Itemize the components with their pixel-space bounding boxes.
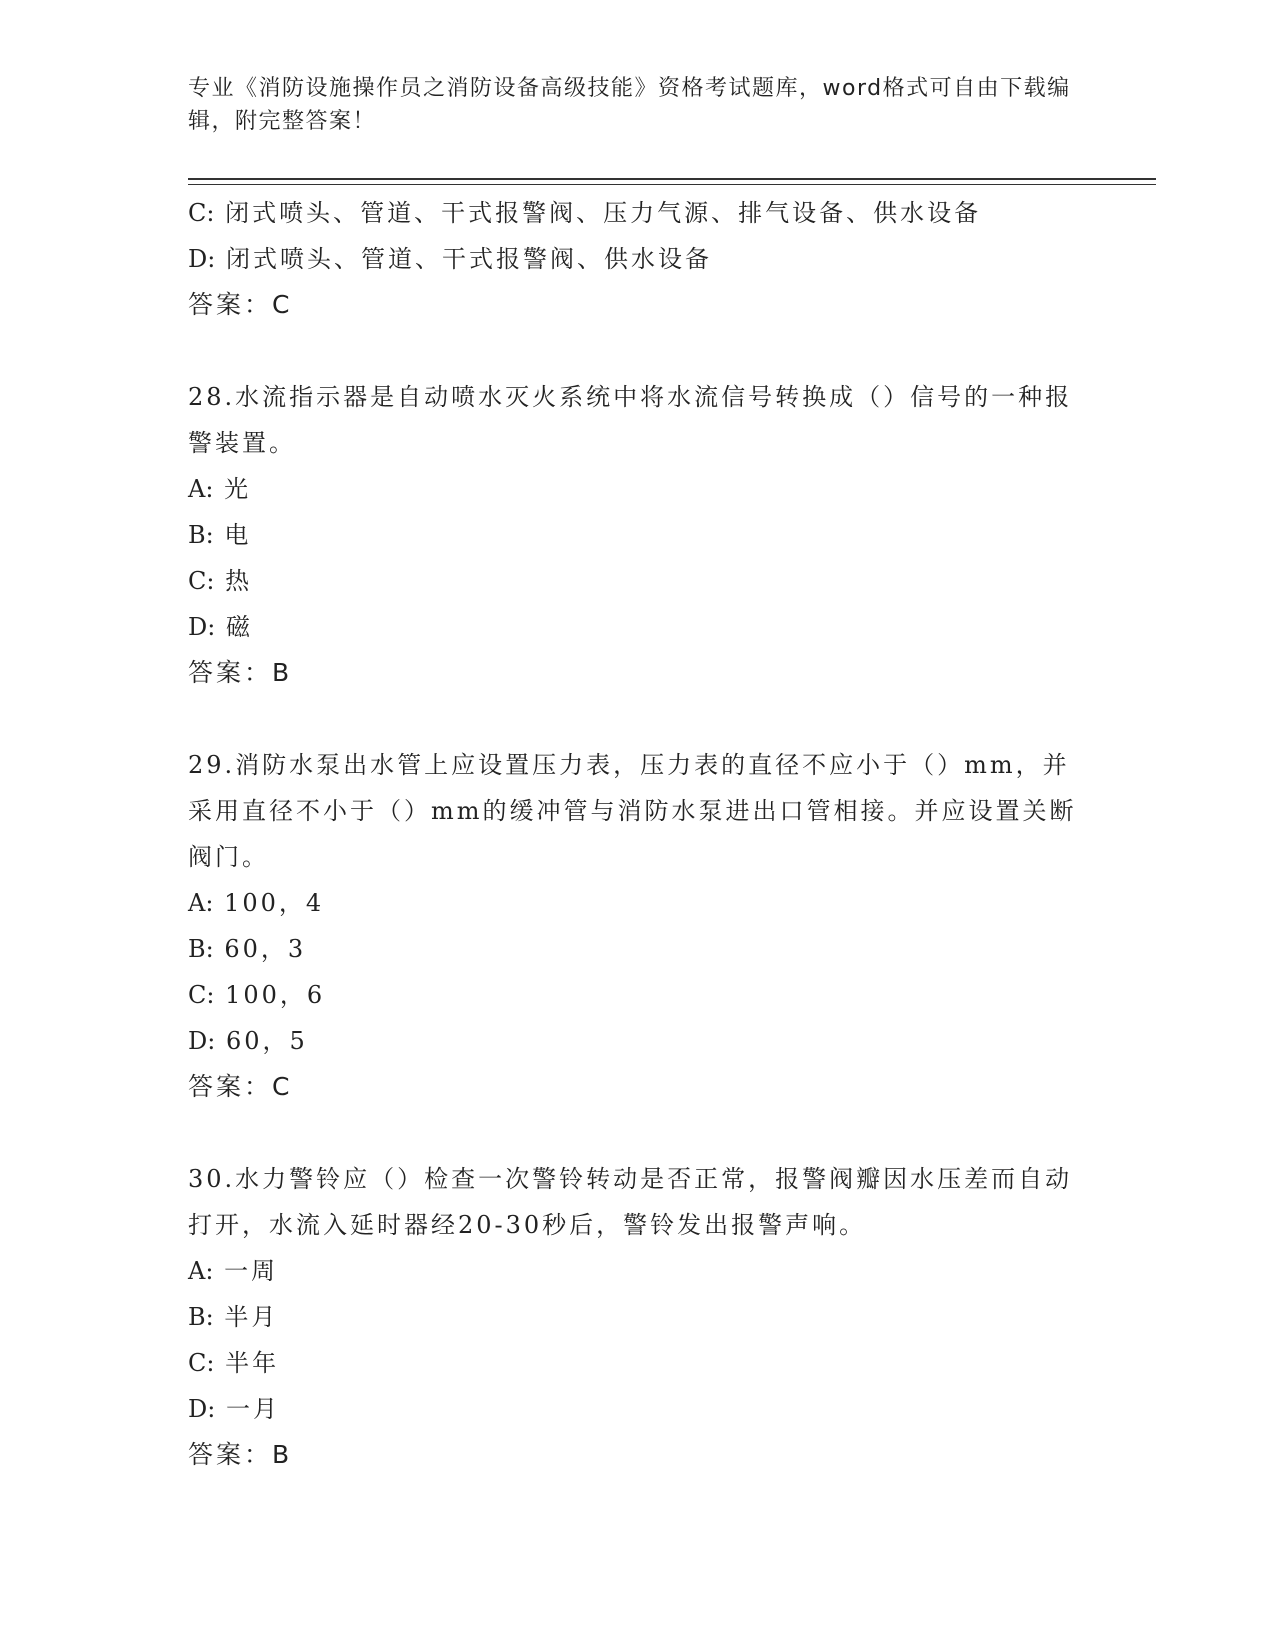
option-key: D: xyxy=(188,1395,216,1423)
option-text: 半年 xyxy=(225,1349,280,1377)
option-d xyxy=(188,1386,1088,1432)
option-d xyxy=(188,1018,1088,1064)
answer-line xyxy=(188,650,1088,696)
option-key: D: xyxy=(188,613,216,641)
option-key: B: xyxy=(188,935,214,963)
option-text: 电 xyxy=(224,521,252,549)
option-key: C: xyxy=(188,981,215,1009)
answer-value: C xyxy=(272,290,291,319)
option-key: B: xyxy=(188,521,214,549)
option-text: 100，6 xyxy=(225,981,326,1009)
option-text: 热 xyxy=(225,567,253,595)
option-key: B: xyxy=(188,1303,214,1331)
option-c xyxy=(188,190,1088,236)
question-stem: 30.水力警铃应（）检查一次警铃转动是否正常，报警阀瓣因水压差而自动打开，水流入延时器经20-30秒后，警铃发出报警声响。 xyxy=(188,1165,1073,1239)
header-rule-thick xyxy=(188,178,1156,180)
answer-value: C xyxy=(272,1072,291,1101)
option-c xyxy=(188,1340,1088,1386)
option-b xyxy=(188,512,1088,558)
option-text: 磁 xyxy=(225,613,253,641)
question-list xyxy=(188,190,1088,1478)
answer-label: 答案： xyxy=(188,1440,273,1469)
option-c xyxy=(188,972,1088,1018)
option-d xyxy=(188,236,1088,282)
option-text: 闭式喷头、管道、干式报警阀、供水设备 xyxy=(225,245,712,273)
option-key: A: xyxy=(188,889,214,917)
answer-label: 答案： xyxy=(188,658,273,687)
option-text: 一周 xyxy=(224,1257,279,1285)
answer-label: 答案： xyxy=(188,1072,273,1101)
answer-value: B xyxy=(272,658,291,687)
option-a xyxy=(188,466,1088,512)
answer-line xyxy=(188,282,1088,328)
option-text: 100，4 xyxy=(224,889,325,917)
option-text: 半月 xyxy=(224,1303,279,1331)
option-c xyxy=(188,558,1088,604)
option-text: 60，3 xyxy=(224,935,307,963)
option-b xyxy=(188,1294,1088,1340)
document-header: 专业《消防设施操作员之消防设备高级技能》资格考试题库，word格式可自由下载编辑，附完整答案！ xyxy=(188,76,1071,134)
option-key: C: xyxy=(188,199,215,227)
option-a xyxy=(188,1248,1088,1294)
question-stem: 29.消防水泵出水管上应设置压力表，压力表的直径不应小于（）mm，并采用直径不小于（）mm的缓冲管与消防水泵进出口管相接。并应设置关断阀门。 xyxy=(188,751,1077,871)
option-text: 一月 xyxy=(225,1395,280,1423)
answer-value: B xyxy=(272,1440,291,1469)
option-a xyxy=(188,880,1088,926)
option-key: A: xyxy=(188,475,214,503)
option-key: D: xyxy=(188,245,216,273)
option-key: C: xyxy=(188,567,215,595)
option-key: D: xyxy=(188,1027,216,1055)
answer-label: 答案： xyxy=(188,290,273,319)
option-key: C: xyxy=(188,1349,215,1377)
option-text: 闭式喷头、管道、干式报警阀、压力气源、排气设备、供水设备 xyxy=(225,199,982,227)
answer-line xyxy=(188,1432,1088,1478)
answer-line xyxy=(188,1064,1088,1110)
option-text: 光 xyxy=(224,475,252,503)
question-stem: 28.水流指示器是自动喷水灭火系统中将水流信号转换成（）信号的一种报警装置。 xyxy=(188,383,1073,457)
option-d xyxy=(188,604,1088,650)
option-b xyxy=(188,926,1088,972)
option-key: A: xyxy=(188,1257,214,1285)
option-text: 60，5 xyxy=(225,1027,308,1055)
header-rule-thin xyxy=(188,184,1156,185)
